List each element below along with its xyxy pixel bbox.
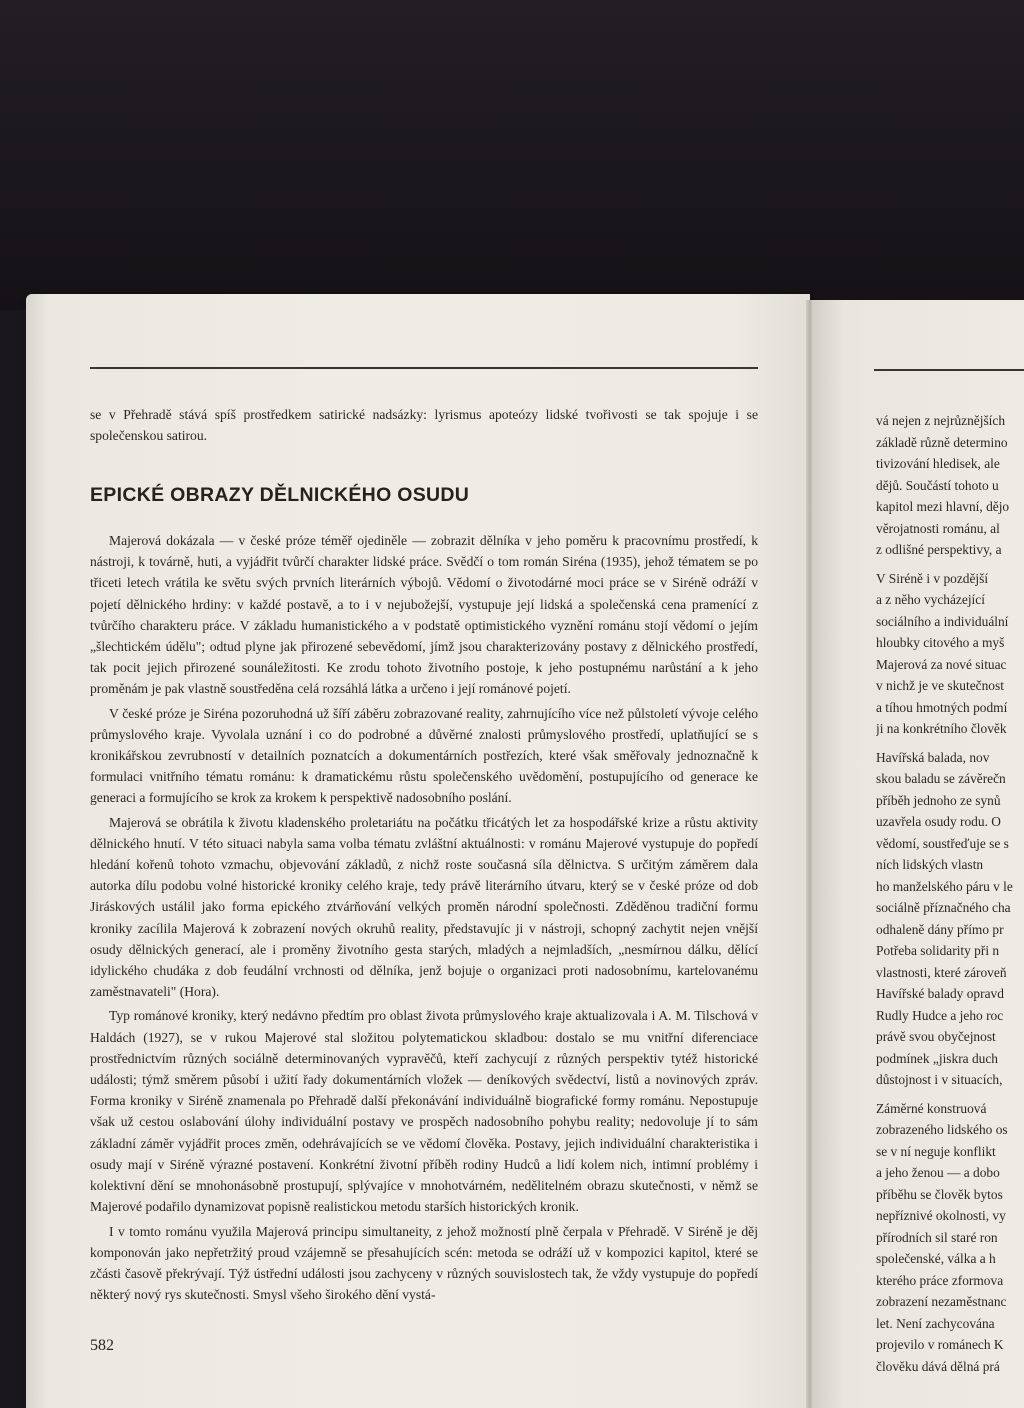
right-page-line: hloubky citového a myš bbox=[876, 635, 1005, 650]
right-page-line: v nichž je ve skutečnost bbox=[876, 678, 1004, 693]
right-page-line: kapitol mezi hlavní, dějo bbox=[876, 499, 1010, 514]
right-page-line: let. Není zachycována bbox=[876, 1315, 995, 1331]
right-page-line: a tíhou hmotných podmí bbox=[876, 699, 1008, 715]
right-page-line: ních lidských vlastn bbox=[876, 857, 984, 872]
intro-text: se v Přehradě stává spíš prostředkem satirické nadsázky: lyrismus apoteózy lidské tvořivosti se tak spojuje i se společenskou satirou. bbox=[90, 407, 758, 444]
header-rule-right bbox=[874, 369, 1024, 371]
right-page-line: Majerová za nové situac bbox=[876, 656, 1007, 672]
paragraph: V české próze je Siréna pozoruhodná už šíří záběru zobrazované reality, zahrnujícího více než půlstoletí vývoje celého průmyslového kraje. Vyvolala uznání i co do podrobné a důvěrné znalosti průmyslového prostředí, uplatňující se s kronikářskou zevrubností v detailních poznatcích a dokumentárních postřezích, které však směřovaly jednoznačně k formulaci vnitřního tématu románu: k dramatickému růstu společenského uvědomění, postupujícího od generace ke generaci a formujícího se krok za krokem k perspektivě nadosobního poslání. bbox=[90, 705, 758, 806]
paragraph: Majerová se obrátila k životu kladenského proletariátu na počátku třicátých let za hospodářské krize a růstu aktivity dělnického hnutí. V této situaci nabyla sama volba tématu zvláštní aktuálnosti: v románu Majerové vystupuje do popředí hledání kořenů tohoto vzmachu, objevování základů, z nichž roste současná síla dělnictva. S určitým záměrem dala autorka dílu podobu volné historické kroniky celého kraje, tedy právě literárního útvaru, který se v české próze od dob Jiráskových ustálil jako forma epického ztvárňování velkých proměn národní společnosti. Zděděnou tradiční formu kroniky zacílila Majerová k zobrazení nových okruhů reality, představujíc ji v nástroji, schopný zachytit nejen vnější osudy dělnických generací, ale i proměny životního gesta starých, mladých a nejmladších, „nesmírnou dálku, dělící idylického chudáka z dob feudální vrchnosti od dělníka, jenž bojuje o organizaci proti nadosobnímu, kartelovanému zaměstnavateli" (Hora). bbox=[90, 814, 758, 1000]
right-page-line: podmínek „jiskra duch bbox=[876, 1050, 998, 1066]
right-page-line: ho manželského páru v le bbox=[876, 878, 1013, 894]
body-text bbox=[90, 530, 758, 1308]
right-page-line: zobrazeného lidského os bbox=[876, 1122, 1008, 1137]
right-page-line: základě různě determino bbox=[876, 434, 1008, 450]
right-page-line: důstojnost i v situacích, bbox=[876, 1072, 1003, 1087]
right-page-line: skou baladu se závěrečn bbox=[876, 771, 1006, 786]
header-rule-left bbox=[90, 367, 758, 369]
right-page-line: z odlišné perspektivy, a bbox=[876, 542, 1002, 557]
paragraph: Majerová dokázala — v české próze téměř ojediněle — zobrazit dělníka v jeho poměru k pracovnímu prostředí, k nástroji, k továrně, huti, a vyjádřit tvůrčí charakter lidské práce. Svědčí o tom román Siréna (1935), jehož tématem se po třiceti letech vrátila ke světu svých prvních literárních výbojů. Vědomí o životodárné moci práce se v Siréně odráží v pojetí dělnického hrdiny: v každé postavě, a to i v nejubožejší, vystupuje její lidská a společenská cena pramenící z tvůrčího charakteru práce. V základu humanistického a v podstatě optimistického vyznění románu stojí vědomí o jejím „šlechtickém údělu"; odtud plyne jak přirozené sebevědomí, jímž jsou charakterizovány postavy z dělnického prostředí, tak pocit jejich přirozené sounáležitosti. Ke zrodu tohoto životního postoje, k jeho postupnému narůstání a k jeho proměnám je pak vlastně soustředěna celá rozsáhlá látka a určeno i její románové pojetí. bbox=[90, 533, 758, 697]
right-page-line: sociálně příznačného cha bbox=[876, 900, 1011, 915]
right-page-line: dějů. Součástí tohoto u bbox=[876, 477, 999, 493]
intro-paragraph bbox=[90, 404, 758, 446]
right-page-line: odhaleně dány přímo pr bbox=[876, 921, 1004, 937]
right-page-line: vá nejen z nejrůznějších bbox=[876, 413, 1006, 428]
right-page-line: ji na konkrétního člověk bbox=[876, 721, 1007, 736]
paragraph: Typ románové kroniky, který nedávno předtím pro oblast života průmyslového kraje aktualizovala i A. M. Tilschová v Haldách (1927), se v rukou Majerové stal složitou polytematickou skladbou: dostalo se mu vnitřní diferenciace prostřednictvím různých sociálně determinovaných vypravěčů, kteří zachycují z různých perspektiv tytéž historické události; týmž směrem působí i užití řady dokumentárních vložek — deníkových svědectví, listů a novinových zpráv. Forma kroniky v Siréně znamenala po Přehradě další překonávání individuálně biografické formy románu. Nepostupuje však už cestou oslabování úlohy individuální postavy ve prospěch nadosobního pohybu reality; nedovoluje jí to sám základní záměr vyjádřit proces změn, odehrávajících se ve vědomí člověka. Postavy, jejich individuální charakteristika i osudy mají v Siréně výrazné postavení. Konkrétní životní příběh rodiny Hudců a lidí kolem nich, intimní problémy i kolektivní dění se mnohonásobně prostupují, splývajíce v mnohotvárném, nedělitelném obrazu skutečnosti, v němž se Majerové podařilo dynamizovat popisně realistickou metodu starších historických kronik. bbox=[90, 1008, 758, 1215]
right-page-line: společenské, válka a h bbox=[876, 1251, 996, 1266]
right-page-line: a z něho vycházející bbox=[876, 592, 985, 607]
right-page-line: právě svou obyčejnost bbox=[876, 1029, 996, 1044]
right-page-line: zobrazení nezaměstnanc bbox=[876, 1294, 1007, 1309]
paragraph-gap bbox=[876, 1091, 1024, 1098]
right-page-line: projevilo v románech K bbox=[876, 1337, 1004, 1352]
right-page-line: Rudly Hudce a jeho roc bbox=[876, 1007, 1004, 1023]
right-page-line: Záměrné konstruová bbox=[876, 1100, 987, 1116]
page-number: 582 bbox=[90, 1337, 114, 1354]
right-page-line: Potřeba solidarity při n bbox=[876, 943, 1000, 958]
right-page-line: nepříznivé okolnosti, vy bbox=[876, 1208, 1006, 1223]
paragraph-gap bbox=[876, 561, 1024, 568]
right-page-line: se v ní neguje konflikt bbox=[876, 1143, 996, 1159]
right-page-line: přírodních sil staré ron bbox=[876, 1229, 998, 1245]
right-page-line: kterého práce zformova bbox=[876, 1272, 1004, 1288]
right-page-line: věrojatnosti románu, al bbox=[876, 520, 1000, 536]
right-page-line: vědomí, soustřeďuje se s bbox=[876, 835, 1009, 851]
right-page-line: člověku dává dělná prá bbox=[876, 1358, 1000, 1374]
right-page-line: příběhu se člověk bytos bbox=[876, 1186, 1003, 1202]
paragraph-gap bbox=[876, 740, 1024, 747]
right-page-line: V Siréně i v pozdější bbox=[876, 570, 989, 586]
paragraph: I v tomto románu využila Majerová principu simultaneity, z jehož možností plně čerpala v Přehradě. V Siréně je děj komponován jako nepřetržitý proud vzájemně se přesahujících scén: metoda se odráží už v kompozici kapitol, které se zčásti časově překrývají. Týž ústřední události jsou zachyceny v různých souvislostech tak, že vždy vystupuje do popředí některý nový rys skutečnosti. Smysl všeho širokého dění vystá- bbox=[90, 1223, 758, 1303]
section-heading: EPICKÉ OBRAZY DĚLNICKÉHO OSUDU bbox=[90, 484, 470, 506]
right-page-line: Havířská balada, nov bbox=[876, 749, 990, 765]
right-page-line: a jeho ženou — a dobo bbox=[876, 1165, 1000, 1180]
right-page-line: sociálního a individuální bbox=[876, 613, 1009, 629]
right-page-text bbox=[876, 410, 1024, 1377]
right-page-line: tivizování hledisek, ale bbox=[876, 456, 1000, 471]
right-page-line: Havířské balady opravd bbox=[876, 986, 1004, 1001]
right-page-line: vlastnosti, které zároveň bbox=[876, 964, 1007, 980]
right-page-line: uzavřela osudy rodu. O bbox=[876, 814, 1001, 829]
dark-background bbox=[0, 0, 1024, 310]
right-page-line: příběh jednoho ze synů bbox=[876, 792, 1001, 808]
